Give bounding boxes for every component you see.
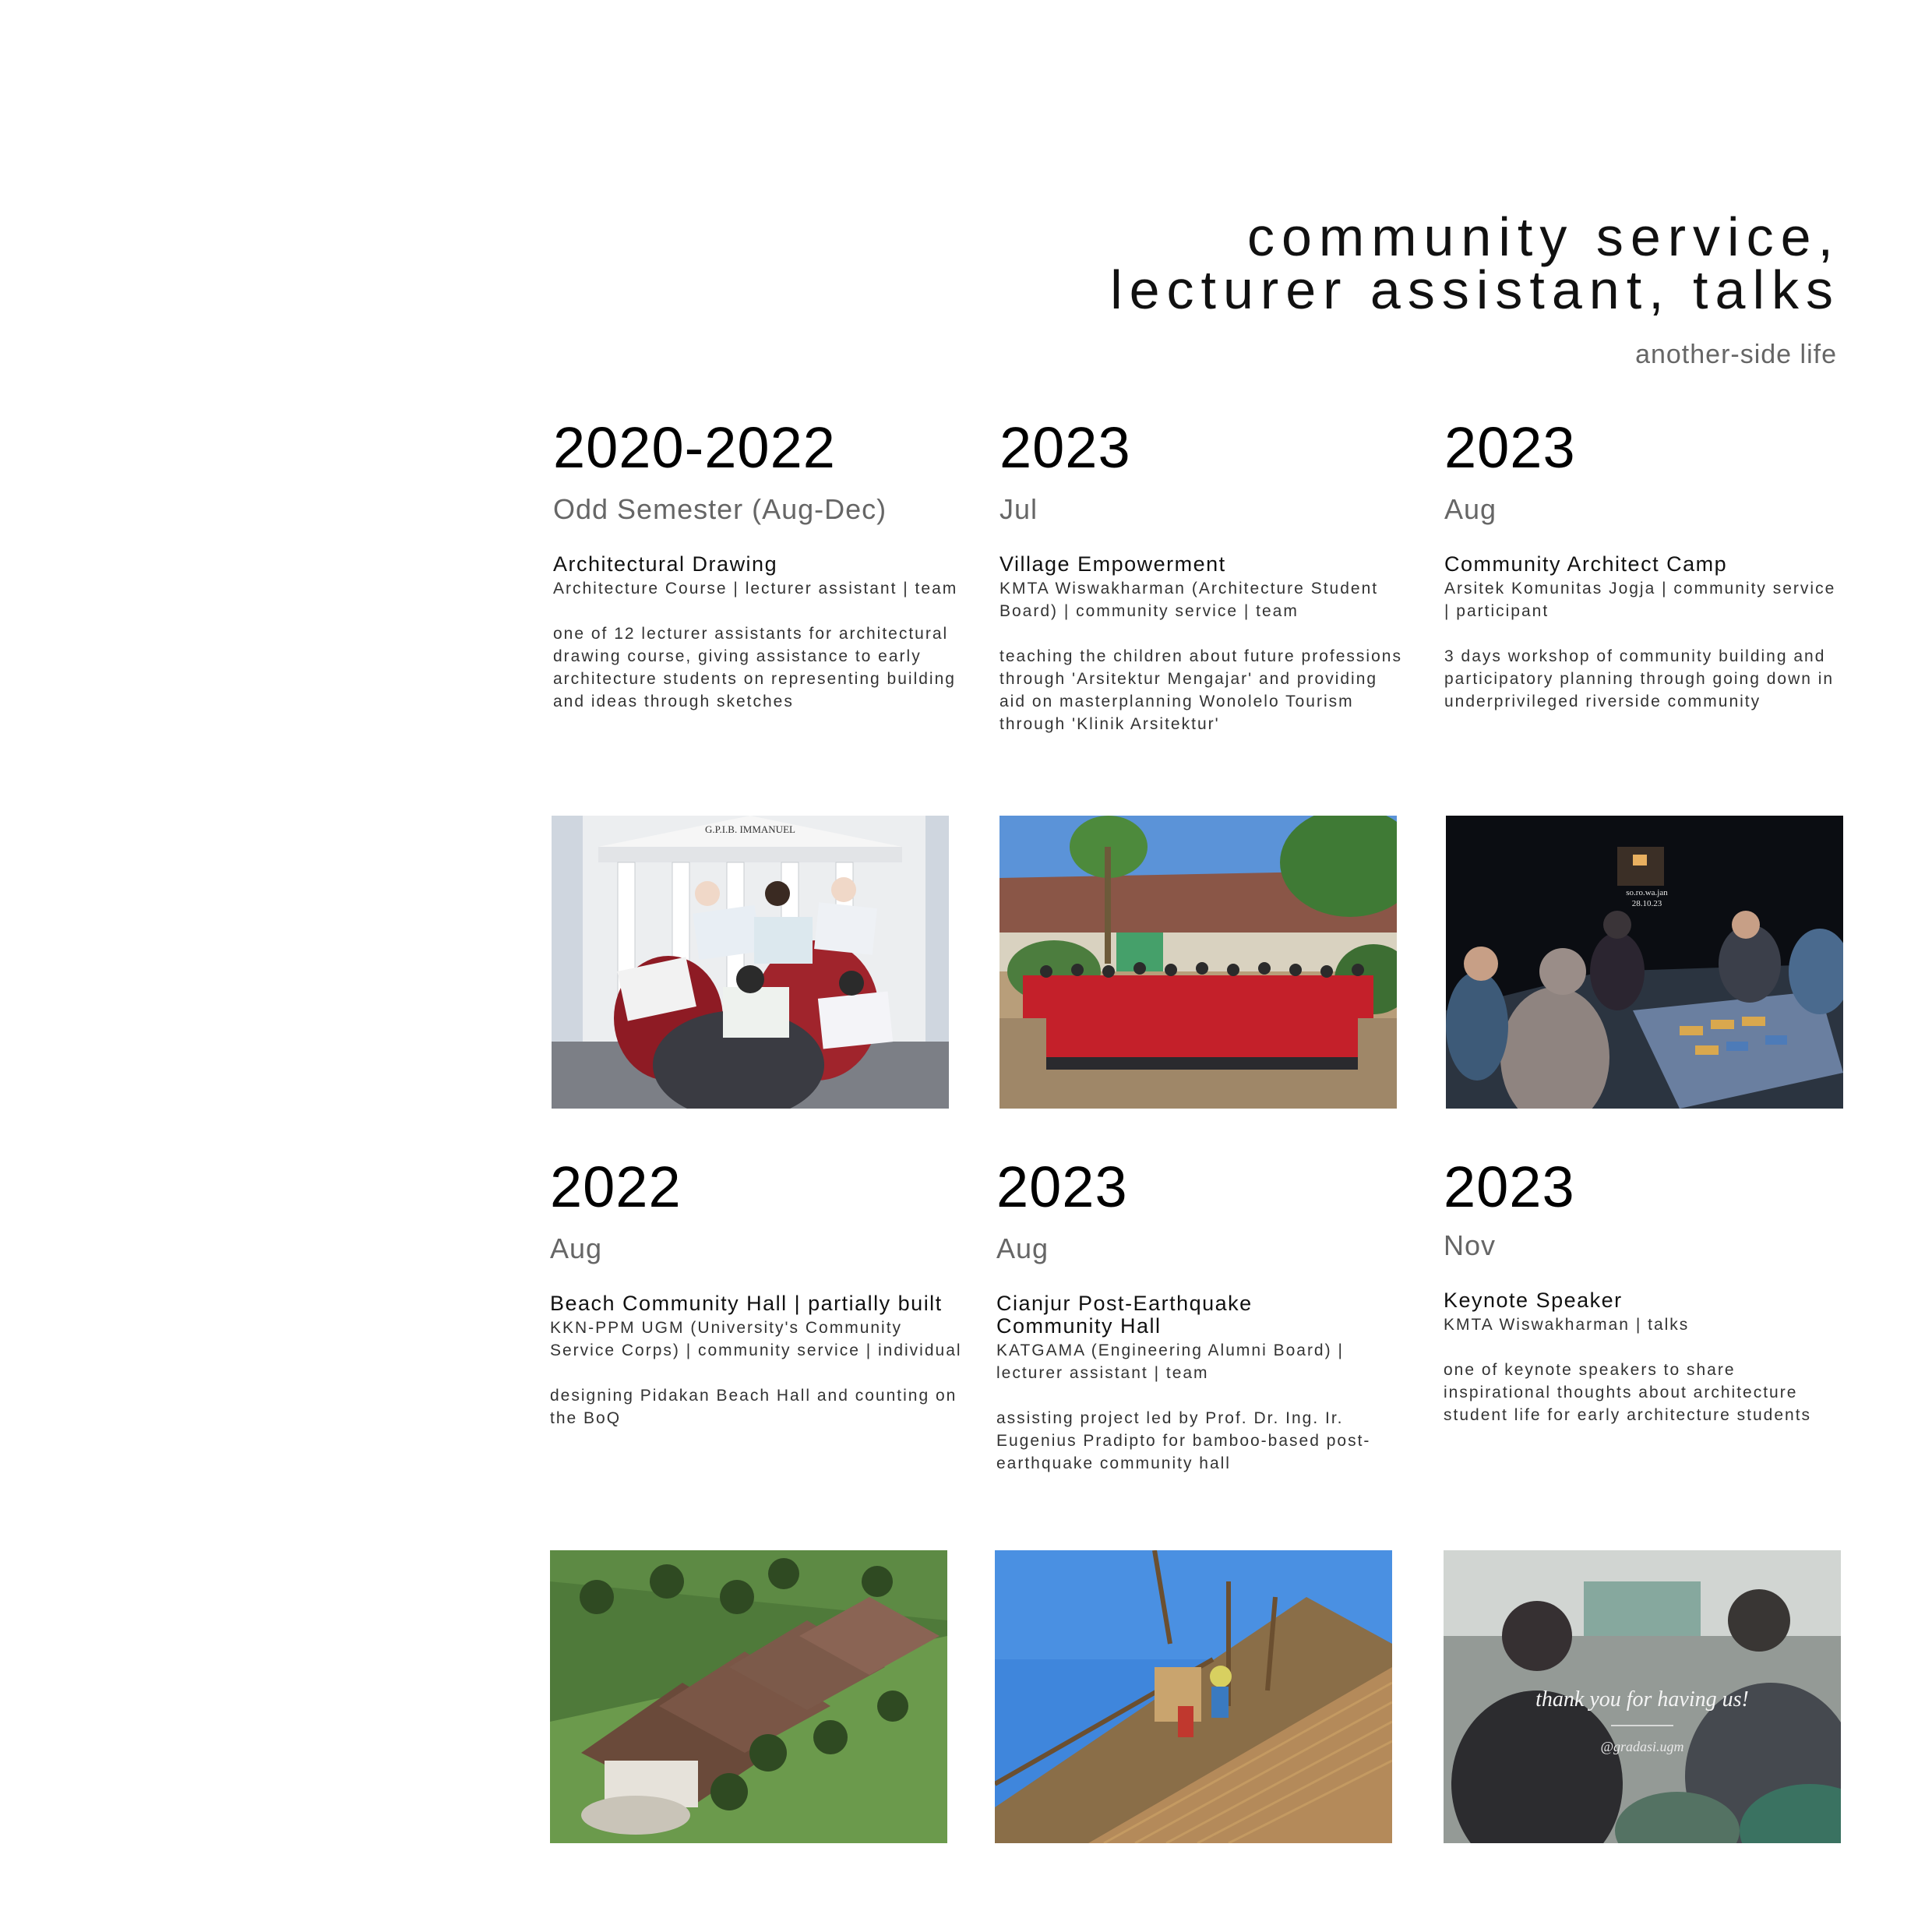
entry-year: 2023 xyxy=(1444,1155,1575,1219)
entry-period: Aug xyxy=(1444,493,1497,525)
entry-year: 2022 xyxy=(550,1155,682,1219)
entry-title: Cianjur Post-Earthquake Community Hall xyxy=(996,1292,1253,1338)
entry-card xyxy=(996,1155,1386,1475)
photo-architectural-drawing xyxy=(552,816,949,1109)
entry-period: Aug xyxy=(550,1232,603,1264)
title-line-2: lecturer assistant, talks xyxy=(1110,259,1840,320)
entry-card xyxy=(550,1155,971,1430)
entry-title: Village Empowerment xyxy=(999,552,1226,576)
entry-meta: KKN-PPM UGM (University's Community Service Corps) | community service | individual xyxy=(550,1319,962,1359)
photo-community-architect-camp xyxy=(1446,816,1843,1109)
entry-title: Keynote Speaker xyxy=(1444,1289,1623,1312)
entry-description: assisting project led by Prof. Dr. Ing. Ir. Eugenius Pradipto for bamboo-based post-earthquake community hall xyxy=(996,1409,1371,1472)
entry-period: Jul xyxy=(999,493,1038,525)
photo-cianjur-community-hall xyxy=(995,1550,1392,1843)
entry-year: 2023 xyxy=(999,415,1131,480)
camp-sign-2: 28.10.23 xyxy=(1631,899,1662,908)
camp-sign-1: so.ro.wa.jan xyxy=(1626,888,1668,897)
entry-card xyxy=(1444,1155,1841,1426)
photo-keynote-speaker xyxy=(1444,1550,1841,1843)
entry-meta: Arsitek Komunitas Jogja | community service | participant xyxy=(1444,580,1836,620)
entry-card xyxy=(1444,415,1842,713)
entry-card xyxy=(553,415,974,713)
talk-caption: thank you for having us! xyxy=(1535,1687,1749,1712)
photo-beach-community-hall xyxy=(550,1550,947,1843)
entry-title: Beach Community Hall | partially built xyxy=(550,1292,943,1315)
entry-description: designing Pidakan Beach Hall and counting on the BoQ xyxy=(550,1387,957,1427)
entry-year: 2023 xyxy=(996,1155,1128,1219)
page-subtitle: another-side life xyxy=(1635,340,1837,369)
entry-title: Community Architect Camp xyxy=(1444,552,1728,576)
entry-year: 2023 xyxy=(1444,415,1576,480)
entry-title: Architectural Drawing xyxy=(553,552,778,576)
entry-period: Nov xyxy=(1444,1229,1497,1261)
entry-meta: Architecture Course | lecturer assistant | team xyxy=(553,580,958,598)
church-sign-text: G.P.I.B. IMMANUEL xyxy=(705,823,795,835)
talk-handle: @gradasi.ugm xyxy=(1600,1739,1684,1754)
entry-meta: KATGAMA (Engineering Alumni Board) | lecturer assistant | team xyxy=(996,1341,1344,1382)
entry-description: 3 days workshop of community building and participatory planning through going down in underprivileged riverside community xyxy=(1444,647,1835,710)
photo-village-empowerment xyxy=(999,816,1397,1109)
page-title xyxy=(1110,206,1840,320)
entry-meta: KMTA Wiswakharman | talks xyxy=(1444,1316,1690,1334)
entry-card xyxy=(999,415,1405,735)
entry-description: one of 12 lecturer assistants for architectural drawing course, giving assistance to early architecture students on representing building and ideas through sketches xyxy=(553,625,956,710)
entry-description: teaching the children about future professions through 'Arsitektur Mengajar' and providing aid on masterplanning Wonolelo Tourism through 'Klinik Arsitektur' xyxy=(999,647,1402,733)
entry-meta: KMTA Wiswakharman (Architecture Student Board) | community service | team xyxy=(999,580,1379,620)
entry-year: 2020-2022 xyxy=(553,415,836,480)
entry-period: Odd Semester (Aug-Dec) xyxy=(553,493,887,525)
entry-description: one of keynote speakers to share inspirational thoughts about architecture student life for early architecture students xyxy=(1444,1361,1812,1424)
entry-period: Aug xyxy=(996,1232,1049,1264)
title-line-1: community service, xyxy=(1246,206,1840,267)
